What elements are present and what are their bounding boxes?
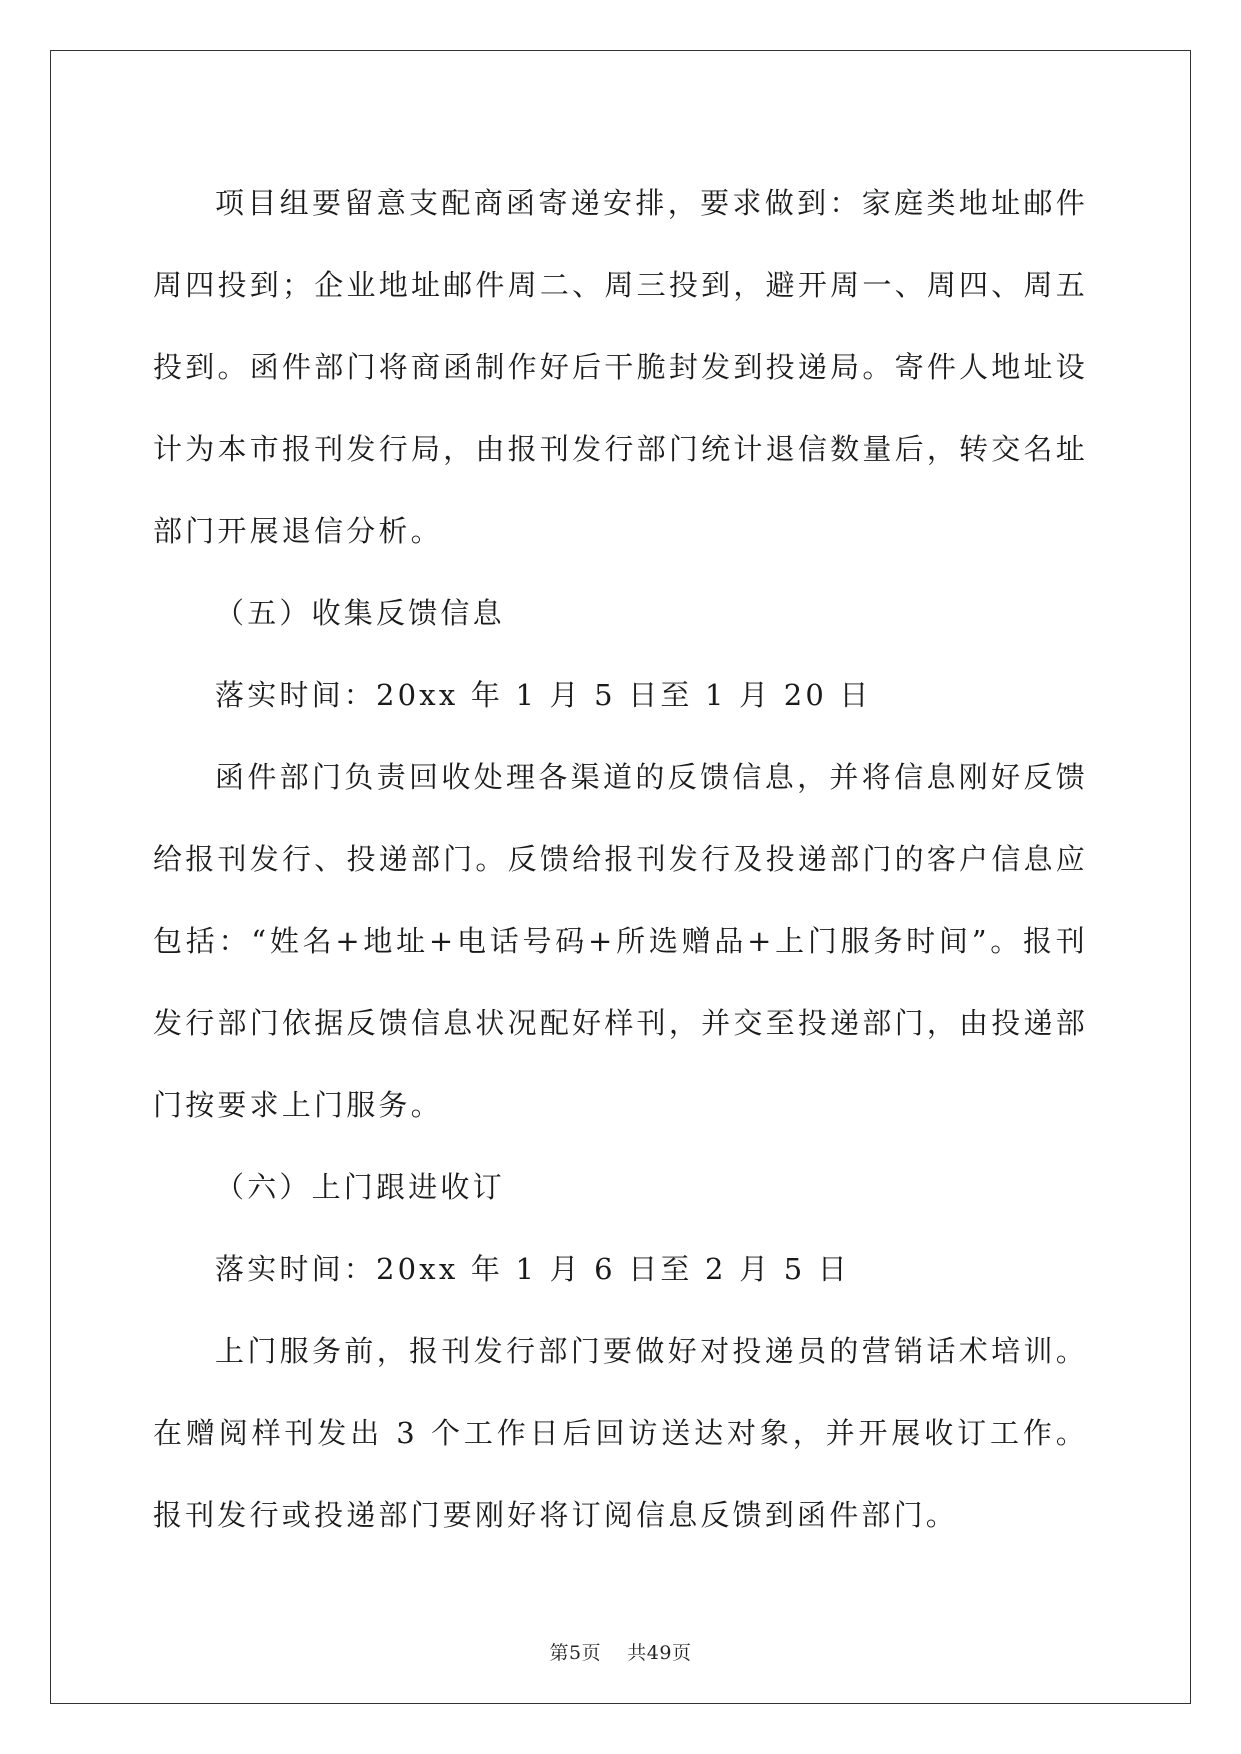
- footer-page-prefix: 第: [549, 1642, 569, 1664]
- document-body: [153, 162, 1088, 1556]
- section-heading-collect-feedback: （五）收集反馈信息: [215, 596, 505, 630]
- page-footer: [0, 1638, 1241, 1665]
- footer-page-suffix: 页: [581, 1642, 602, 1664]
- footer-page-number: 5: [569, 1642, 582, 1664]
- section-heading-door-to-door-followup: （六）上门跟进收订: [215, 1170, 505, 1204]
- footer-total-pages: 49: [646, 1642, 672, 1664]
- paragraph-implementation-time-1: 落实时间：20xx 年 1 月 5 日至 1 月 20 日: [215, 678, 872, 712]
- paragraph-mail-scheduling: 项目组要留意支配商函寄递安排，要求做到：家庭类地址邮件周四投到；企业地址邮件周二、周三投到，避开周一、周四、周五投到。函件部门将商函制作好后干脆封发到投递局。寄件人地址设计为本市报刊发行局，由报刊发行部门统计退信数量后，转交名址部门开展退信分析。: [153, 186, 1088, 548]
- paragraph-implementation-time-2: 落实时间：20xx 年 1 月 6 日至 2 月 5 日: [215, 1252, 850, 1286]
- paragraph-feedback-handling: 函件部门负责回收处理各渠道的反馈信息，并将信息刚好反馈给报刊发行、投递部门。反馈给报刊发行及投递部门的客户信息应包括：“姓名+地址+电话号码+所选赠品+上门服务时间”。报刊发行部门依据反馈信息状况配好样刊，并交至投递部门，由投递部门按要求上门服务。: [153, 760, 1088, 1122]
- footer-total-suffix: 页: [671, 1642, 692, 1664]
- footer-total-prefix: 共: [627, 1642, 647, 1664]
- paragraph-door-service: 上门服务前，报刊发行部门要做好对投递员的营销话术培训。在赠阅样刊发出 3 个工作日后回访送达对象，并开展收订工作。报刊发行或投递部门要刚好将订阅信息反馈到函件部门。: [153, 1334, 1088, 1532]
